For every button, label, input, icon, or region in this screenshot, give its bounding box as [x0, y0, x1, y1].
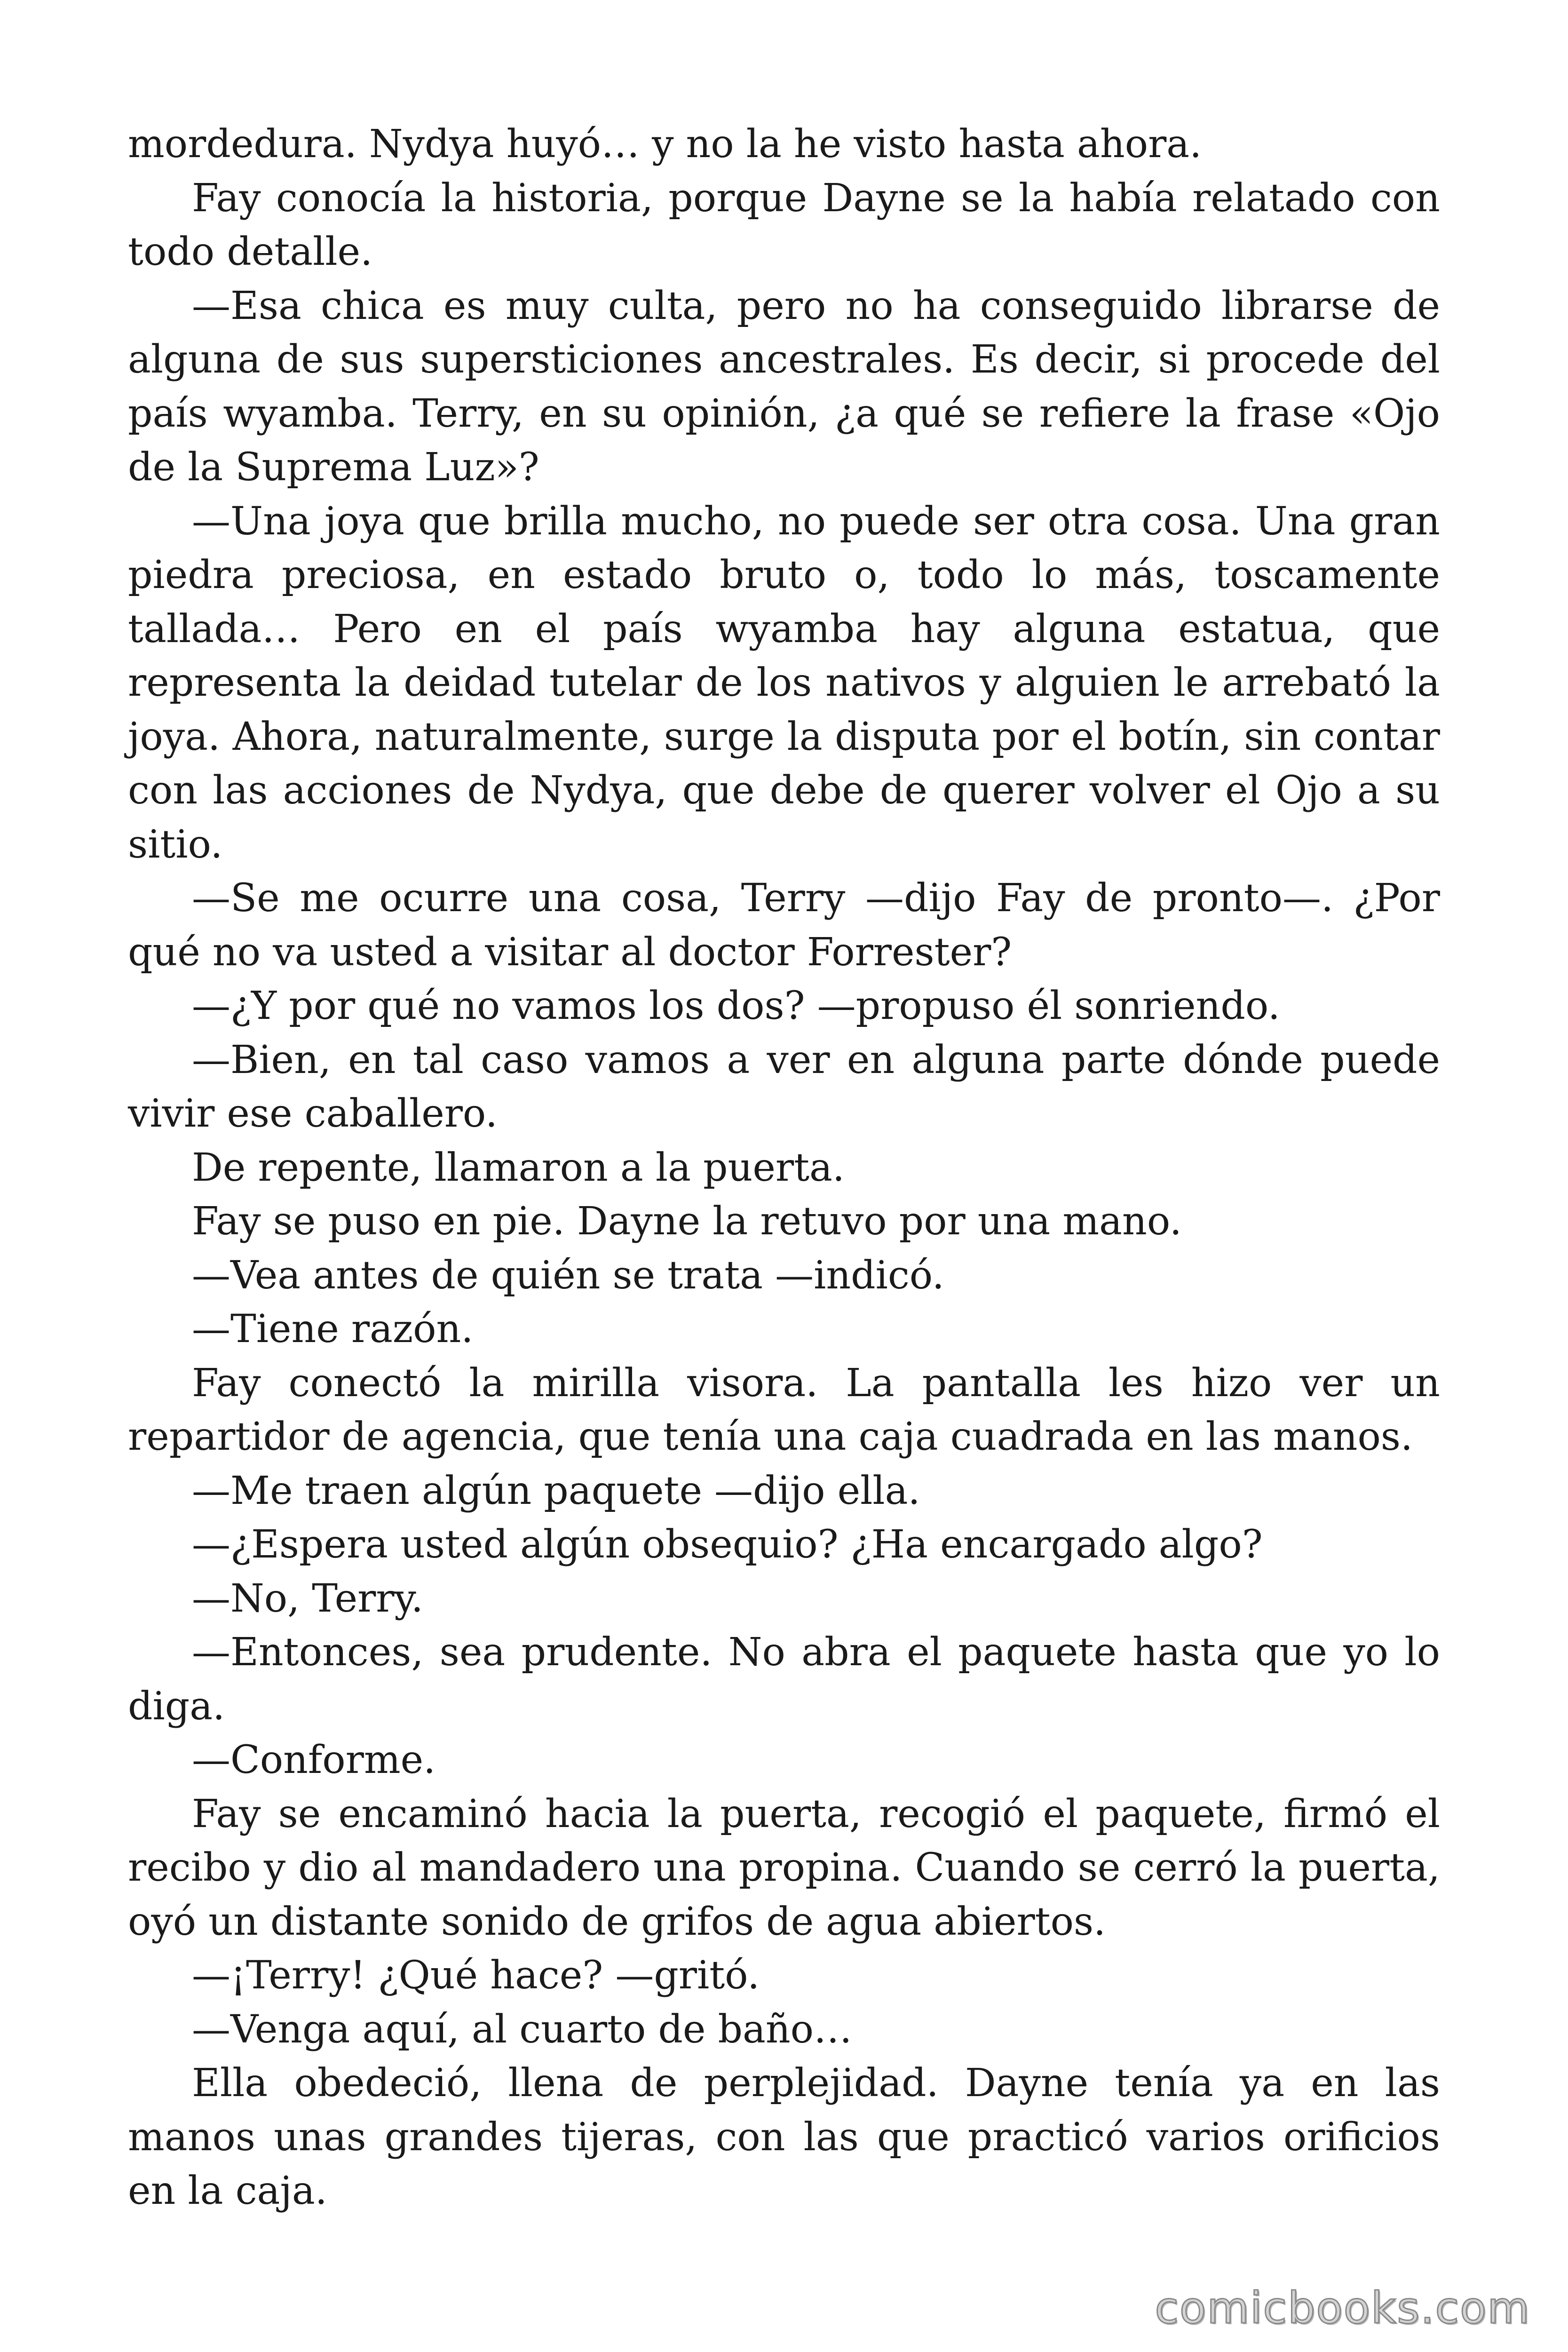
- paragraph-12: Fay conectó la mirilla visora. La pantalla les hizo ver un repartidor de agencia, que tenía una caja cuadrada en las manos.: [128, 1360, 1440, 1459]
- paragraph-13: —Me traen algún paquete —dijo ella.: [192, 1468, 920, 1513]
- paragraph-7: —Bien, en tal caso vamos a ver en alguna parte dónde puede vivir ese caballero.: [128, 1037, 1440, 1136]
- paragraph-20: —Venga aquí, al cuarto de baño…: [192, 2007, 853, 2052]
- paragraph-2: Fay conocía la historia, porque Dayne se la había relatado con todo detalle.: [128, 175, 1440, 274]
- page-body: [128, 118, 1440, 2218]
- paragraph-19: —¡Terry! ¿Qué hace? —gritó.: [192, 1953, 760, 1998]
- paragraph-4: —Una joya que brilla mucho, no puede ser otra cosa. Una gran piedra preciosa, en estado bruto o, todo lo más, toscamente tallada… Pero en el país wyamba hay alguna estatua, que representa la deidad tutelar de los nativos y alguien le arrebató la joya. Ahora, naturalmente, surge la disputa por el botín, sin contar con las acciones de Nydya, que debe de querer volver el Ojo a su sitio.: [128, 499, 1440, 867]
- paragraph-15: —No, Terry.: [192, 1576, 423, 1621]
- paragraph-10: —Vea antes de quién se trata —indicó.: [192, 1253, 944, 1298]
- paragraph-3: —Esa chica es muy culta, pero no ha conseguido librarse de alguna de sus supersticiones ancestrales. Es decir, si procede del país wyamba. Terry, en su opinión, ¿a qué se refiere la frase «Ojo de la Suprema Luz»?: [128, 283, 1440, 490]
- paragraph-16: —Entonces, sea prudente. No abra el paquete hasta que yo lo diga.: [128, 1630, 1440, 1729]
- paragraph-6: —¿Y por qué no vamos los dos? —propuso él sonriendo.: [192, 984, 1280, 1028]
- paragraph-8: De repente, llamaron a la puerta.: [192, 1145, 845, 1190]
- paragraph-11: —Tiene razón.: [192, 1307, 474, 1351]
- paragraph-21: Ella obedeció, llena de perplejidad. Dayne tenía ya en las manos unas grandes tijeras, con las que practicó varios orificios en la caja.: [128, 2061, 1440, 2213]
- paragraph-18: Fay se encaminó hacia la puerta, recogió el paquete, firmó el recibo y dio al mandadero una propina. Cuando se cerró la puerta, oyó un distante sonido de grifos de agua abiertos.: [128, 1791, 1440, 1944]
- paragraph-14: —¿Espera usted algún obsequio? ¿Ha encargado algo?: [192, 1522, 1263, 1567]
- watermark-logo: comicbooks.com: [1155, 2283, 1530, 2333]
- paragraph-17: —Conforme.: [192, 1738, 436, 1782]
- paragraph-1: mordedura. Nydya huyó… y no la he visto hasta ahora.: [128, 122, 1202, 167]
- paragraph-5: —Se me ocurre una cosa, Terry —dijo Fay de pronto—. ¿Por qué no va usted a visitar al doctor Forrester?: [128, 876, 1440, 975]
- paragraph-9: Fay se puso en pie. Dayne la retuvo por una mano.: [192, 1199, 1182, 1244]
